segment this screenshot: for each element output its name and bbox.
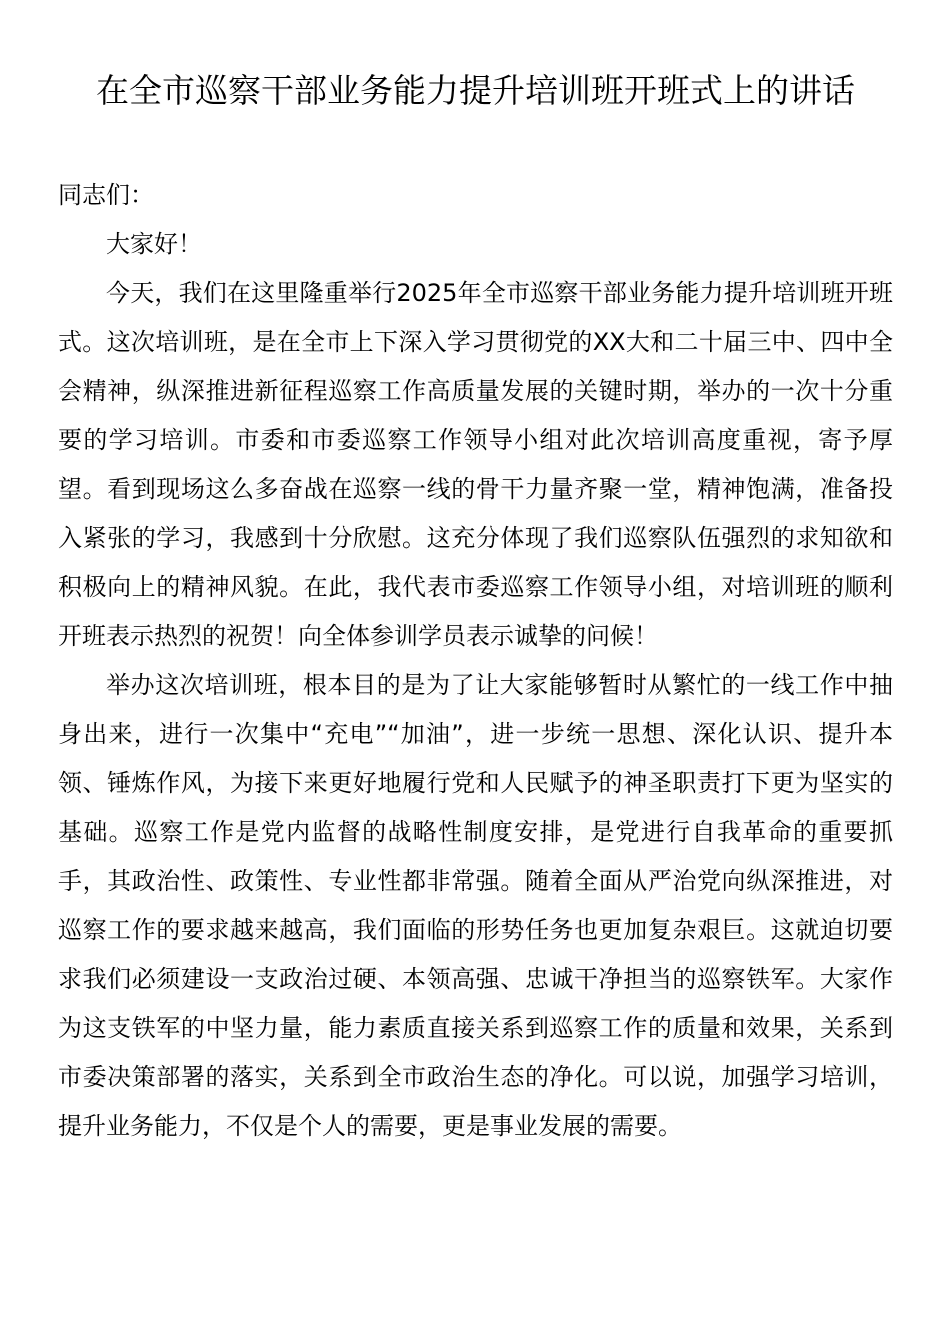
- salutation: 同志们：: [58, 181, 154, 209]
- paragraph-greeting: 大家好！: [106, 230, 202, 258]
- document-page: [58, 60, 893, 1151]
- document-title: 在全市巡察干部业务能力提升培训班开班式上的讲话: [96, 71, 855, 110]
- paragraph-purpose: 举办这次培训班，根本目的是为了让大家能够暂时从繁忙的一线工作中抽身出来，进行一次集中“充电”“加油”，进一步统一思想、深化认识、提升本领、锤炼作风，为接下来更好地履行党和人民赋予的神圣职责打下更为坚实的基础。巡察工作是党内监督的战略性制度安排，是党进行自我革命的重要抓手，其政治性、政策性、专业性都非常强。随着全面从严治党向纵深推进，对巡察工作的要求越来越高，我们面临的形势任务也更加复杂艰巨。这就迫切要求我们必须建设一支政治过硬、本领高强、忠诚干净担当的巡察铁军。大家作为这支铁军的中坚力量，能力素质直接关系到巡察工作的质量和效果，关系到市委决策部署的落实，关系到全市政治生态的净化。可以说，加强学习培训，提升业务能力，不仅是个人的需要，更是事业发展的需要。: [58, 671, 893, 1140]
- paragraph-opening: 今天，我们在这里隆重举行2025年全市巡察干部业务能力提升培训班开班式。这次培训班，是在全市上下深入学习贯彻党的XX大和二十届三中、四中全会精神，纵深推进新征程巡察工作高质量发展的关键时期，举办的一次十分重要的学习培训。市委和市委巡察工作领导小组对此次培训高度重视，寄予厚望。看到现场这么多奋战在巡察一线的骨干力量齐聚一堂，精神饱满，准备投入紧张的学习，我感到十分欣慰。这充分体现了我们巡察队伍强烈的求知欲和积极向上的精神风貌。在此，我代表市委巡察工作领导小组，对培训班的顺利开班表示热烈的祝贺！向全体参训学员表示诚挚的问候！: [58, 279, 893, 650]
